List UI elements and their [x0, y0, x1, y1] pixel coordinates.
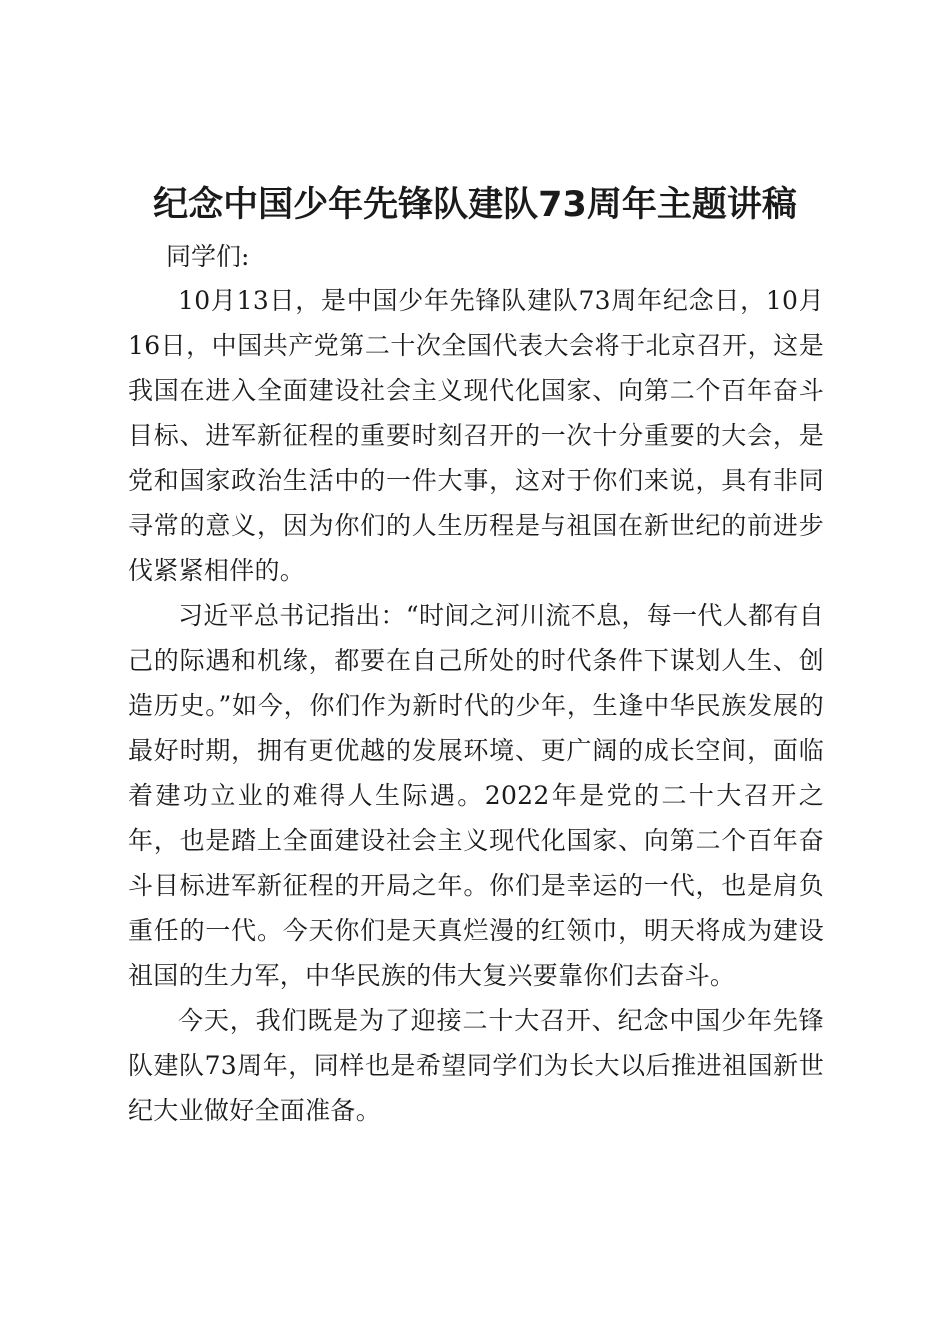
paragraph-1: 10月13日，是中国少年先锋队建队73周年纪念日，10月16日，中国共产党第二十次全国代表大会将于北京召开，这是我国在进入全面建设社会主义现代化国家、向第二个百年奋斗目标、进军新征程的重要时刻召开的一次十分重要的大会，是党和国家政治生活中的一件大事，这对于你们来说，具有非同寻常的意义，因为你们的人生历程是与祖国在新世纪的前进步伐紧紧相伴的。 [128, 286, 824, 585]
salutation: 同学们: [166, 242, 250, 271]
paragraph-3: 今天，我们既是为了迎接二十大召开、纪念中国少年先锋队建队73周年，同样也是希望同学们为长大以后推进祖国新世纪大业做好全面准备。 [128, 1006, 824, 1125]
document-title: 纪念中国少年先锋队建队73周年主题讲稿 [153, 185, 797, 225]
paragraph-2: 习近平总书记指出：“时间之河川流不息，每一代人都有自己的际遇和机缘，都要在自己所处的时代条件下谋划人生、创造历史。”如今，你们作为新时代的少年，生逢中华民族发展的最好时期，拥有更优越的发展环境、更广阔的成长空间，面临着建功立业的难得人生际遇。2022年是党的二十大召开之年，也是踏上全面建设社会主义现代化国家、向第二个百年奋斗目标进军新征程的开局之年。你们是幸运的一代，也是肩负重任的一代。今天你们是天真烂漫的红领巾，明天将成为建设祖国的生力军，中华民族的伟大复兴要靠你们去奋斗。 [128, 601, 824, 990]
document-body [128, 278, 824, 1133]
